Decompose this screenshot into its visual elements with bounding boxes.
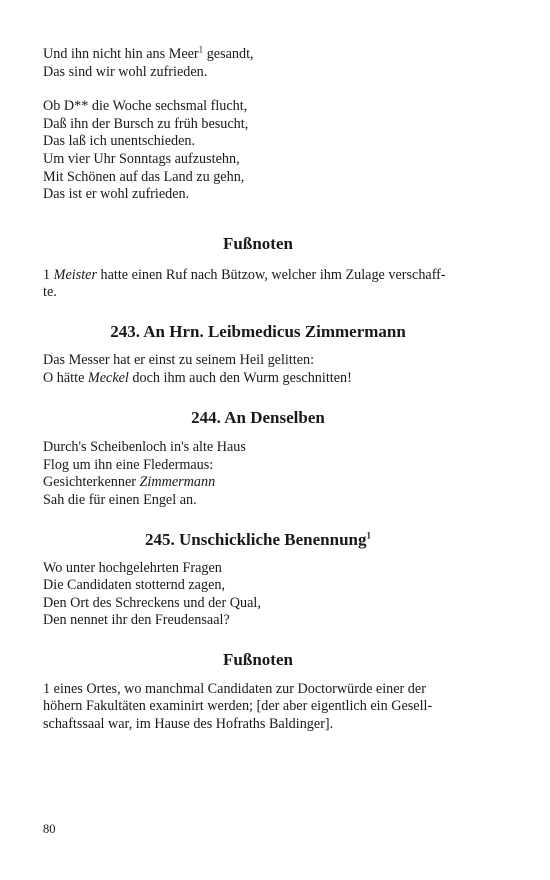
verse-line: Mit Schönen auf das Land zu gehn, — [43, 168, 245, 185]
poem-242-stanza-1 — [43, 46, 473, 81]
verse-line: Den nennet ihr den Freudensaal? — [43, 612, 230, 629]
verse-text: Gesichterkenner — [43, 474, 140, 491]
footnote-marker[interactable]: 1 — [366, 529, 371, 540]
poem-244-title: 244. An Denselben — [191, 408, 325, 428]
verse-line: Daß ihn der Bursch zu früh besucht, — [43, 115, 249, 132]
poem-243-title: 243. An Hrn. Leibmedicus Zimmermann — [110, 321, 406, 341]
footnote-line: te. — [43, 284, 57, 301]
footnotes-heading: Fußnoten — [223, 649, 293, 669]
footnotes-block — [43, 267, 473, 302]
verse-line: Ob D** die Woche sechsmal flucht, — [43, 98, 248, 115]
footnote-line: 1 eines Ortes, wo manchmal Candidaten zur Doctorwürde einer der — [43, 680, 426, 697]
verse-text: O hätte — [43, 369, 88, 386]
verse-emphasis: Meckel — [87, 369, 129, 386]
footnote-emphasis: Meister — [53, 266, 97, 283]
verse-line: Um vier Uhr Sonntags aufzustehn, — [43, 150, 240, 167]
page-content — [43, 46, 473, 734]
verse-line: Wo unter hochgelehrten Fragen — [43, 559, 222, 576]
footnotes-block — [43, 681, 473, 734]
footnote-line: höhern Fakultäten examinirt werden; [der aber eigentlich ein Gesell- — [43, 698, 433, 715]
footnotes-heading: Fußnoten — [223, 233, 293, 253]
verse-emphasis: Zimmermann — [139, 474, 216, 491]
verse-line — [43, 46, 473, 64]
poem-245-body — [43, 560, 473, 630]
verse-line: Den Ort des Schreckens und der Qual, — [43, 594, 261, 611]
verse-text: Und ihn nicht hin ans Meer — [43, 46, 199, 62]
verse-text: doch ihm auch den Wurm geschnitten! — [128, 369, 352, 386]
poem-title-text: 245. Unschickliche Benennung — [144, 529, 367, 549]
poem-245-title — [43, 530, 473, 550]
verse-line: Sah die für einen Engel an. — [43, 491, 197, 508]
verse-line — [43, 474, 473, 492]
footnote-number: 1 — [43, 266, 54, 283]
footnote-line: schaftssaal war, im Hause des Hofraths Baldinger]. — [43, 716, 334, 733]
poem-243-body — [43, 352, 473, 387]
verse-line: Das laß ich unentschieden. — [43, 133, 196, 150]
verse-line: Das Messer hat er einst zu seinem Heil gelitten: — [43, 351, 315, 368]
footnote-line — [43, 267, 473, 285]
poem-242-stanza-2 — [43, 98, 473, 204]
page-number: 80 — [43, 822, 56, 836]
verse-line: Durch's Scheibenloch in's alte Haus — [43, 439, 246, 456]
poem-244-body — [43, 439, 473, 509]
footnote-text: hatte einen Ruf nach Bützow, welcher ihm Zulage verschaff- — [96, 266, 446, 283]
verse-line: Die Candidaten stotternd zagen, — [43, 577, 226, 594]
verse-line: Das sind wir wohl zufrieden. — [43, 63, 208, 80]
verse-text: gesandt, — [203, 46, 254, 62]
verse-line: Flog um ihn eine Fledermaus: — [43, 456, 214, 473]
verse-line — [43, 370, 473, 388]
verse-line: Das ist er wohl zufrieden. — [43, 186, 190, 203]
footnote-marker[interactable]: 1 — [198, 44, 204, 55]
